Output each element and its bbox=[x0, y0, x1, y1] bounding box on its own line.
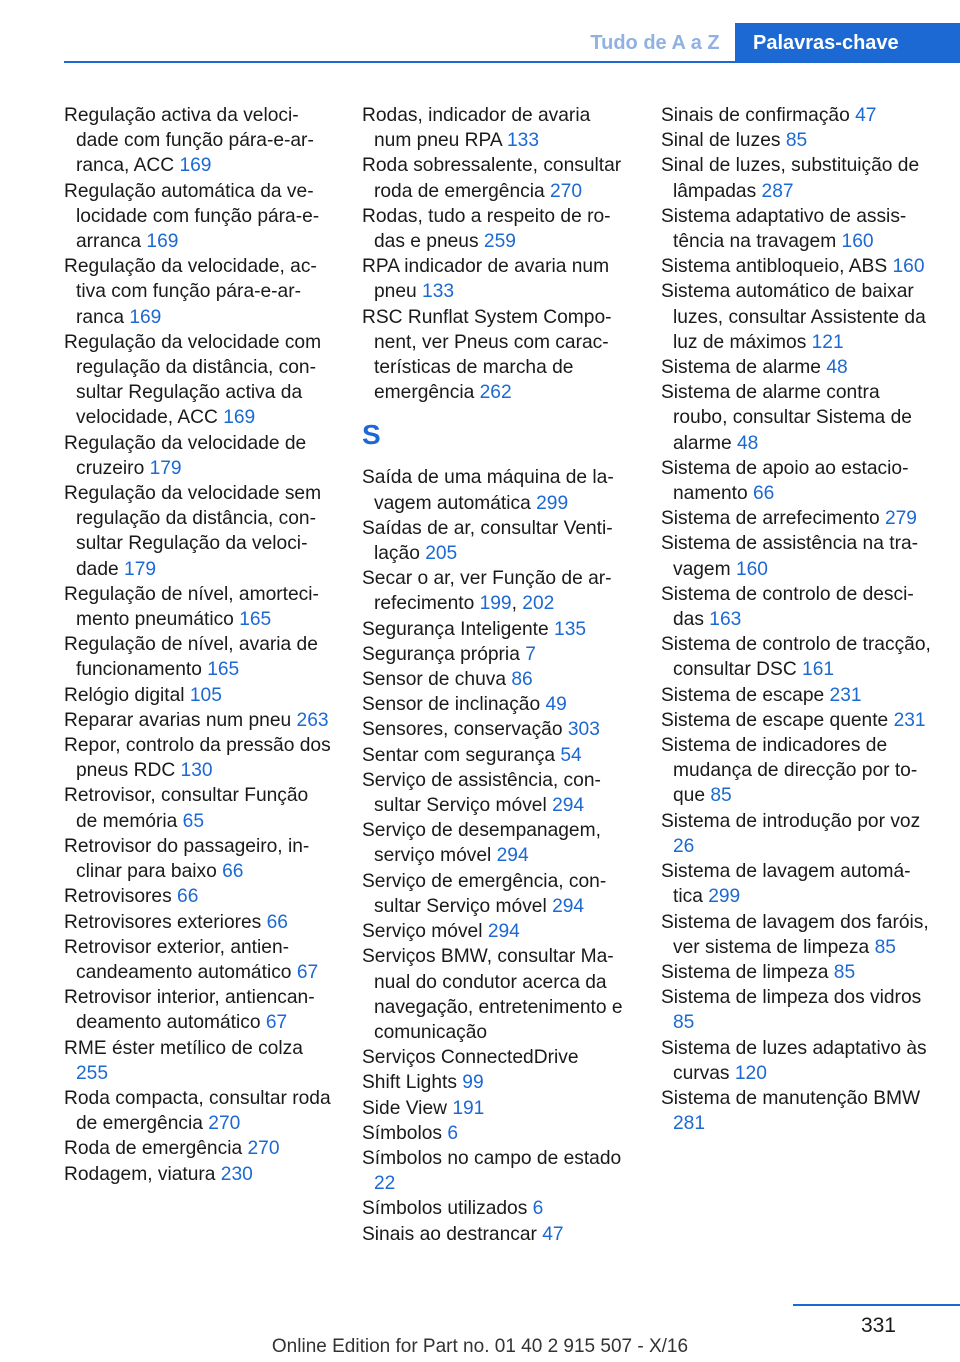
index-term: Regulação da velocidade sem regulação da distância, consultar Regulação da velocidade bbox=[64, 483, 322, 580]
index-entry bbox=[362, 516, 632, 566]
page-reference-link[interactable]: 65 bbox=[182, 810, 204, 832]
page-reference-link[interactable]: 160 bbox=[892, 256, 925, 278]
page-reference-link[interactable]: 85 bbox=[785, 130, 808, 152]
page-header bbox=[0, 23, 960, 63]
index-entry bbox=[661, 153, 931, 203]
page-reference-link[interactable]: 263 bbox=[296, 709, 329, 731]
index-term: Sistema de limpeza dos vidros bbox=[661, 987, 922, 1009]
index-term: Sistema de escape quente bbox=[661, 709, 889, 731]
index-entry bbox=[64, 985, 334, 1035]
index-entry bbox=[362, 944, 632, 1045]
index-term: Sensor de inclinação bbox=[362, 694, 541, 716]
page-reference-link[interactable]: 299 bbox=[708, 886, 741, 908]
index-term: Sistema de alarme contra roubo, consultar Sistema de alarme bbox=[661, 382, 912, 454]
page-reference-link[interactable]: 85 bbox=[833, 961, 856, 983]
page-reference-link[interactable]: 270 bbox=[550, 180, 583, 202]
index-column-2 bbox=[362, 103, 632, 1247]
index-term: Sistema de controlo de tracção, consultar DSC bbox=[661, 634, 931, 681]
page-reference-link[interactable]: 26 bbox=[673, 835, 695, 857]
page-reference-link[interactable]: 133 bbox=[506, 130, 539, 152]
page-reference-link[interactable]: 294 bbox=[487, 921, 520, 943]
page-reference-link[interactable]: 281 bbox=[673, 1113, 706, 1135]
index-entry bbox=[64, 1036, 334, 1086]
page-reference-link[interactable]: 161 bbox=[802, 659, 835, 681]
page-reference-link[interactable]: 6 bbox=[447, 1122, 458, 1144]
index-term: Regulação de nível, amortecimento pneumático bbox=[64, 583, 319, 631]
index-entry bbox=[64, 254, 334, 330]
page-reference-link[interactable]: 199 bbox=[479, 593, 512, 615]
index-term: Serviço móvel bbox=[362, 921, 483, 943]
page-reference-link[interactable]: 231 bbox=[893, 709, 926, 731]
page-reference-link[interactable]: 66 bbox=[177, 886, 199, 908]
page-reference-link[interactable]: 279 bbox=[884, 508, 917, 530]
index-entry bbox=[64, 1136, 334, 1161]
page-reference-link[interactable]: 85 bbox=[673, 1012, 695, 1034]
page-reference-link[interactable]: 49 bbox=[545, 694, 567, 716]
index-term: Serviços ConnectedDrive bbox=[362, 1047, 579, 1069]
index-term: Sistema de manutenção BMW bbox=[661, 1087, 921, 1109]
index-entry bbox=[661, 279, 931, 355]
index-entry bbox=[661, 960, 931, 985]
index-entry bbox=[64, 708, 334, 733]
index-term: Sistema de lavagem dos faróis, ver sistema de limpeza bbox=[661, 911, 929, 958]
index-term: Sinal de luzes, substituição de lâmpadas bbox=[661, 155, 920, 202]
index-term: Símbolos no campo de estado bbox=[362, 1147, 622, 1169]
index-term: Saídas de ar, consultar Ventilação bbox=[362, 517, 613, 565]
page-reference-link[interactable]: 99 bbox=[462, 1072, 484, 1094]
index-column-1 bbox=[64, 103, 334, 1187]
page-reference-link[interactable]: 160 bbox=[841, 231, 874, 253]
index-entry bbox=[362, 818, 632, 868]
index-entry bbox=[362, 1070, 632, 1095]
index-term: Regulação da velocidade de cruzeiro bbox=[64, 432, 307, 479]
tab-section[interactable]: Tudo de A a Z bbox=[590, 31, 720, 54]
index-entry bbox=[661, 582, 931, 632]
index-term: Serviço de emergência, consultar Serviço móvel bbox=[362, 870, 607, 917]
index-term: Retrovisor interior, antiencandeamento automático bbox=[64, 987, 315, 1034]
index-entry bbox=[64, 783, 334, 833]
index-entry bbox=[661, 103, 931, 128]
index-term: Sensor de chuva bbox=[362, 669, 506, 691]
index-entry: Secar o ar, ver Função de arrefecimento 199, 202 bbox=[362, 568, 612, 615]
index-term: Sistema de alarme bbox=[661, 357, 821, 379]
index-entry bbox=[661, 708, 931, 733]
page-reference-link[interactable]: 66 bbox=[753, 483, 775, 505]
page-reference-link[interactable]: 47 bbox=[542, 1223, 564, 1245]
index-entry bbox=[64, 582, 334, 632]
index-entry bbox=[362, 667, 632, 692]
page-reference-link[interactable]: 135 bbox=[554, 618, 587, 640]
index-entry bbox=[64, 103, 334, 179]
page-number: 331 bbox=[860, 1314, 896, 1337]
index-entry bbox=[64, 1162, 334, 1187]
page-reference-link[interactable]: 48 bbox=[737, 432, 759, 454]
index-entry bbox=[64, 632, 334, 682]
index-term: Sistema de indicadores de mudança de direcção por toque bbox=[661, 735, 918, 807]
index-term: Regulação de nível, avaria de funcionamento bbox=[64, 634, 318, 681]
index-entry bbox=[64, 683, 334, 708]
index-term: Regulação da velocidade, activa com função pára-e-arranca bbox=[64, 256, 317, 328]
index-term: Serviço de desempanagem, serviço móvel bbox=[362, 820, 601, 867]
index-term: Shift Lights bbox=[362, 1072, 457, 1094]
page-reference-link[interactable]: 294 bbox=[552, 895, 585, 917]
index-entry bbox=[64, 179, 334, 255]
index-term: Side View bbox=[362, 1097, 447, 1119]
edition-note: Online Edition for Part no. 01 40 2 915 507 - X/16 bbox=[271, 1336, 689, 1357]
index-entry bbox=[661, 985, 931, 1035]
index-term: Sistema de limpeza bbox=[661, 961, 829, 983]
page-reference-link[interactable]: 169 bbox=[146, 231, 179, 253]
index-entry bbox=[661, 204, 931, 254]
index-entry bbox=[661, 1036, 931, 1086]
index-entry bbox=[64, 910, 334, 935]
index-term: Regulação da velocidade com regulação da distância, consultar Regulação activa da velocidade, ACC bbox=[64, 331, 322, 429]
index-entry bbox=[362, 692, 632, 717]
index-term: Rodas, indicador de avaria num pneu RPA bbox=[362, 105, 591, 152]
index-entry bbox=[661, 355, 931, 380]
index-term: Retrovisor do passageiro, inclinar para baixo bbox=[64, 835, 310, 883]
page-reference-link[interactable]: 231 bbox=[829, 684, 862, 706]
header-divider bbox=[64, 61, 960, 63]
index-entry bbox=[362, 768, 632, 818]
index-entry bbox=[362, 103, 632, 153]
page-reference-link[interactable]: 165 bbox=[207, 659, 240, 681]
index-term: Retrovisor, consultar Função de memória bbox=[64, 785, 309, 832]
page-reference-link[interactable]: 66 bbox=[222, 861, 244, 883]
page-reference-link[interactable]: 67 bbox=[265, 1012, 288, 1034]
index-entry bbox=[64, 330, 334, 431]
index-term: Sistema adaptativo de assistência na travagem bbox=[661, 205, 907, 253]
page-reference-link[interactable]: 169 bbox=[223, 407, 256, 429]
page-reference-link[interactable]: 130 bbox=[180, 760, 213, 782]
index-entry bbox=[661, 809, 931, 859]
page-reference-link[interactable]: 105 bbox=[189, 684, 222, 706]
page-reference-link[interactable]: 294 bbox=[496, 845, 529, 867]
page-reference-link[interactable]: 191 bbox=[452, 1097, 485, 1119]
index-term: Sistema de escape bbox=[661, 684, 825, 706]
index-entry bbox=[661, 254, 931, 279]
index-term: Relógio digital bbox=[64, 684, 185, 706]
index-entry bbox=[661, 683, 931, 708]
index-entry bbox=[64, 481, 334, 582]
index-entry bbox=[362, 642, 632, 667]
index-entry bbox=[362, 1121, 632, 1146]
index-term: Sensores, conservação bbox=[362, 719, 563, 741]
index-entry bbox=[661, 531, 931, 581]
index-term: Rodas, tudo a respeito de rodas e pneus bbox=[362, 205, 611, 253]
index-entry bbox=[362, 465, 632, 515]
index-term: Sistema antibloqueio, ABS bbox=[661, 256, 888, 278]
page-reference-link[interactable]: 169 bbox=[129, 306, 162, 328]
index-entry bbox=[362, 869, 632, 919]
page-reference-link[interactable]: 67 bbox=[296, 961, 319, 983]
index-term: Retrovisores bbox=[64, 886, 172, 908]
index-term: Saída de uma máquina de lavagem automática bbox=[362, 467, 614, 514]
index-entry bbox=[362, 305, 632, 406]
page-reference-link[interactable]: 120 bbox=[734, 1062, 767, 1084]
index-entry bbox=[64, 935, 334, 985]
index-term: Retrovisores exteriores bbox=[64, 911, 262, 933]
index-entry bbox=[362, 153, 632, 203]
index-entry bbox=[362, 743, 632, 768]
index-entry bbox=[362, 1222, 632, 1247]
index-entry bbox=[64, 884, 334, 909]
index-entry bbox=[661, 456, 931, 506]
index-entry bbox=[362, 1096, 632, 1121]
index-term: Rodagem, viatura bbox=[64, 1163, 216, 1185]
index-entry bbox=[362, 617, 632, 642]
page-reference-link[interactable]: 47 bbox=[855, 105, 877, 126]
footer-divider bbox=[793, 1304, 960, 1306]
index-entry bbox=[362, 919, 632, 944]
index-entry bbox=[64, 733, 334, 783]
index-term: Símbolos bbox=[362, 1122, 442, 1144]
index-term: Retrovisor exterior, antiencandeamento automático bbox=[64, 936, 292, 983]
page-reference-link[interactable]: 22 bbox=[374, 1173, 396, 1195]
index-term: RPA indicador de avaria num pneu bbox=[362, 256, 610, 303]
index-entry bbox=[661, 1086, 931, 1136]
index-term: Sistema de lavagem automática bbox=[661, 861, 911, 908]
index-term: Sistema de assistência na travagem bbox=[661, 533, 919, 580]
page-reference-link[interactable]: 299 bbox=[536, 492, 569, 514]
index-entry bbox=[661, 506, 931, 531]
page-reference-link[interactable]: 85 bbox=[710, 785, 732, 807]
index-term: Regulação activa da velocidade com função pára-e-arranca, ACC bbox=[64, 105, 314, 177]
index-entry bbox=[362, 717, 632, 742]
page-reference-link[interactable]: 202 bbox=[522, 593, 555, 615]
index-entry bbox=[362, 1146, 632, 1196]
page-reference-link[interactable]: 179 bbox=[149, 457, 182, 479]
index-term: Sinais de confirmação bbox=[661, 105, 850, 126]
index-term: Regulação automática da velocidade com função pára-e-arranca bbox=[64, 180, 320, 253]
index-entry bbox=[64, 431, 334, 481]
index-term: Símbolos utilizados bbox=[362, 1198, 528, 1220]
index-entry bbox=[64, 834, 334, 884]
index-term: Repor, controlo da pressão dos pneus RDC bbox=[64, 735, 331, 782]
index-term: Serviços BMW, consultar Manual do condutor acerca da navegação, entretenimento e comunicação bbox=[362, 946, 623, 1043]
index-entry bbox=[661, 859, 931, 909]
index-entry bbox=[661, 910, 931, 960]
page-reference-link[interactable]: 169 bbox=[179, 155, 212, 177]
page-reference-link[interactable]: 85 bbox=[874, 936, 896, 958]
index-column-3 bbox=[661, 103, 931, 1136]
page-reference-link[interactable]: 66 bbox=[266, 911, 288, 933]
page-reference-link[interactable]: 303 bbox=[567, 719, 600, 741]
page-reference-link[interactable]: 133 bbox=[422, 281, 455, 303]
page-reference-link[interactable]: 179 bbox=[124, 558, 157, 580]
index-term: Sistema de controlo de descidas bbox=[661, 583, 914, 631]
page-reference-link[interactable]: 287 bbox=[761, 180, 794, 202]
index-term: Roda compacta, consultar roda de emergência bbox=[64, 1087, 331, 1135]
index-term: Reparar avarias num pneu bbox=[64, 709, 292, 731]
index-entry bbox=[661, 380, 931, 456]
index-term: Secar o ar, ver Função de arrefecimento bbox=[362, 568, 612, 615]
index-term: Segurança própria bbox=[362, 643, 520, 665]
page-reference-link[interactable]: 255 bbox=[76, 1062, 109, 1084]
page-reference-link[interactable]: 160 bbox=[735, 558, 768, 580]
page-reference-link[interactable]: 48 bbox=[826, 357, 848, 379]
index-term: Sentar com segurança bbox=[362, 744, 556, 766]
index-term: Sinais ao destrancar bbox=[362, 1223, 537, 1245]
index-term: Sinal de luzes bbox=[661, 130, 781, 152]
index-entry bbox=[362, 204, 632, 254]
index-term: Serviço de assistência, consultar Serviço móvel bbox=[362, 769, 601, 817]
index-entry bbox=[362, 254, 632, 304]
page-reference-link[interactable]: 205 bbox=[425, 543, 458, 565]
page-reference-link[interactable]: 121 bbox=[811, 331, 844, 353]
index-entry bbox=[661, 128, 931, 153]
index-term: Sistema de arrefecimento bbox=[661, 508, 880, 530]
index-entry bbox=[661, 733, 931, 809]
tab-keywords[interactable]: Palavras-chave bbox=[735, 23, 960, 63]
page-reference-link[interactable]: 163 bbox=[709, 609, 742, 631]
index-entry bbox=[64, 1086, 334, 1136]
index-term: Segurança Inteligente bbox=[362, 618, 549, 640]
page-reference-link[interactable]: 7 bbox=[525, 643, 536, 665]
page-reference-link[interactable]: 165 bbox=[239, 609, 272, 631]
page-reference-link[interactable]: 270 bbox=[208, 1113, 241, 1135]
index-entry bbox=[362, 1045, 632, 1070]
index-term: Sistema de apoio ao estacionamento bbox=[661, 457, 909, 505]
page-reference-link[interactable]: 86 bbox=[511, 669, 533, 691]
page-reference-link[interactable]: 262 bbox=[479, 382, 512, 404]
index-term: RME éster metílico de colza bbox=[64, 1037, 303, 1059]
page-reference-link[interactable]: 6 bbox=[532, 1198, 544, 1220]
index-letter-heading: S bbox=[362, 419, 381, 451]
page-reference-link[interactable]: 270 bbox=[247, 1138, 280, 1160]
index-term: Sistema de introdução por voz bbox=[661, 810, 921, 832]
page-reference-link[interactable]: 230 bbox=[220, 1163, 253, 1185]
page-reference-link[interactable]: 294 bbox=[552, 795, 585, 817]
index-term: Sistema de luzes adaptativo às curvas bbox=[661, 1037, 927, 1084]
index-term: Sistema automático de baixar luzes, consultar Assistente da luz de máximos bbox=[661, 281, 926, 353]
index-term: Roda de emergência bbox=[64, 1138, 243, 1160]
index-term: RSC Runflat System Component, ver Pneus com características de marcha de emergência bbox=[362, 306, 612, 404]
page-reference-link[interactable]: 54 bbox=[560, 744, 582, 766]
index-entry bbox=[362, 1196, 632, 1221]
index-term: Roda sobressalente, consultar roda de emergência bbox=[362, 155, 622, 202]
index-entry bbox=[661, 632, 931, 682]
page-reference-link[interactable]: 259 bbox=[483, 231, 516, 253]
